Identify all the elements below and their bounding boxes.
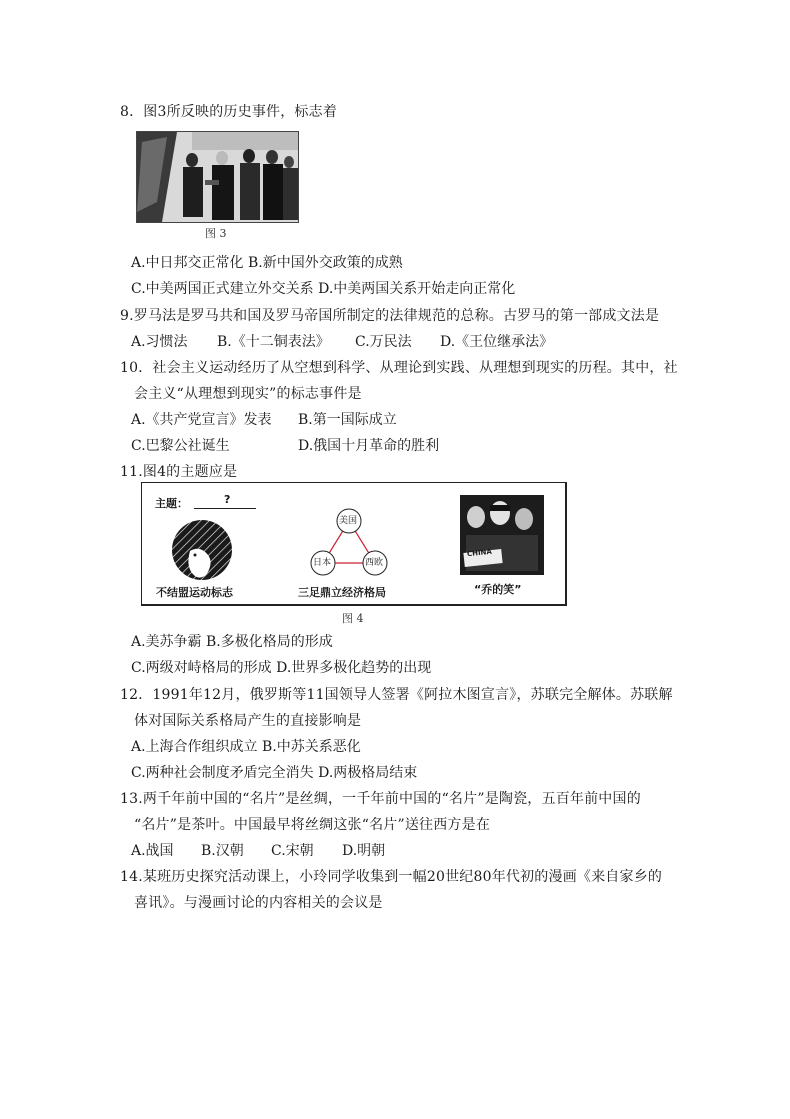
figure-4-theme-underline — [194, 508, 256, 509]
q13-stem-line-1: 13.两千年前中国的“名片”是丝绸，一千年前中国的“名片”是陶瓷，五百年前中国的 — [120, 791, 641, 807]
q10-option-c: C.巴黎公社诞生 — [131, 438, 230, 454]
q10-option-a: A.《共产党宣言》发表 — [131, 412, 272, 428]
q9-option-c: C.万民法 — [355, 334, 412, 350]
figure-4-panel-1-caption: 不结盟运动标志 — [156, 586, 233, 599]
figure-4-theme-label: 主题： — [155, 497, 188, 510]
q13-option-b: B.汉朝 — [201, 843, 244, 859]
qiao-laugh-photo — [460, 495, 544, 575]
q9-option-d: D.《王位继承法》 — [440, 334, 554, 350]
figure-4-caption: 图 4 — [342, 612, 364, 625]
q14-stem-line-1: 14.某班历史探究活动课上，小玲同学收集到一幅20世纪80年代初的漫画《来自家乡的 — [120, 869, 663, 885]
triangle-node-usa: 美国 — [339, 516, 358, 526]
figure-4-panel-2-caption: 三足鼎立经济格局 — [298, 586, 386, 599]
figure-4-theme-blank: ? — [224, 493, 231, 506]
q9-option-a: A.习惯法 — [131, 334, 188, 350]
figure-3-caption: 图 3 — [205, 227, 227, 240]
q8-option-line-1: A.中日邦交正常化 B.新中国外交政策的成熟 — [131, 255, 403, 271]
q11-option-line-1: A.美苏争霸 B.多极化格局的形成 — [131, 634, 333, 650]
q8-option-line-2: C.中美两国正式建立外交关系 D.中美两国关系开始走向正常化 — [131, 281, 516, 297]
q8-stem: 8．图3所反映的历史事件，标志着 — [120, 104, 338, 120]
q10-stem-line-2: 会主义“从理想到现实”的标志事件是 — [134, 386, 362, 402]
q12-option-line-1: A.上海合作组织成立 B.中苏关系恶化 — [131, 739, 361, 755]
q10-stem-line-1: 10．社会主义运动经历了从空想到科学、从理论到实践、从理想到现实的历程。其中，社 — [120, 360, 678, 376]
non-aligned-movement-logo-icon — [168, 519, 236, 581]
figure-3-photo — [136, 131, 299, 223]
q11-option-line-2: C.两级对峙格局的形成 D.世界多极化趋势的出现 — [131, 660, 432, 676]
q10-option-d: D.俄国十月革命的胜利 — [298, 438, 440, 454]
figure-4-panel-3-caption: “乔的笑” — [474, 583, 522, 596]
q9-option-b: B.《十二铜表法》 — [217, 334, 330, 350]
q11-stem: 11.图4的主题应是 — [120, 464, 238, 480]
q12-option-line-2: C.两种社会制度矛盾完全消失 D.两极格局结束 — [131, 765, 418, 781]
q9-stem: 9.罗马法是罗马共和国及罗马帝国所制定的法律规范的总称。古罗马的第一部成文法是 — [120, 308, 660, 324]
q13-stem-line-2: “名片”是茶叶。中国最早将丝绸这张“名片”送往西方是在 — [134, 817, 491, 833]
q12-stem-line-1: 12．1991年12月，俄罗斯等11国领导人签署《阿拉木图宣言》，苏联完全解体。苏联解 — [120, 687, 673, 703]
q10-option-b: B.第一国际成立 — [298, 412, 397, 428]
triangle-node-western-europe: 西欧 — [365, 558, 384, 568]
china-sign: CHINA — [466, 547, 493, 559]
q13-option-d: D.明朝 — [342, 843, 386, 859]
triangle-node-japan: 日本 — [313, 558, 332, 568]
q12-stem-line-2: 体对国际关系格局产生的直接影响是 — [134, 713, 362, 729]
q13-option-c: C.宋朝 — [271, 843, 314, 859]
q13-option-a: A.战国 — [131, 843, 174, 859]
figure-4 — [141, 482, 567, 606]
q14-stem-line-2: 喜讯》。与漫画讨论的内容相关的会议是 — [134, 895, 383, 911]
